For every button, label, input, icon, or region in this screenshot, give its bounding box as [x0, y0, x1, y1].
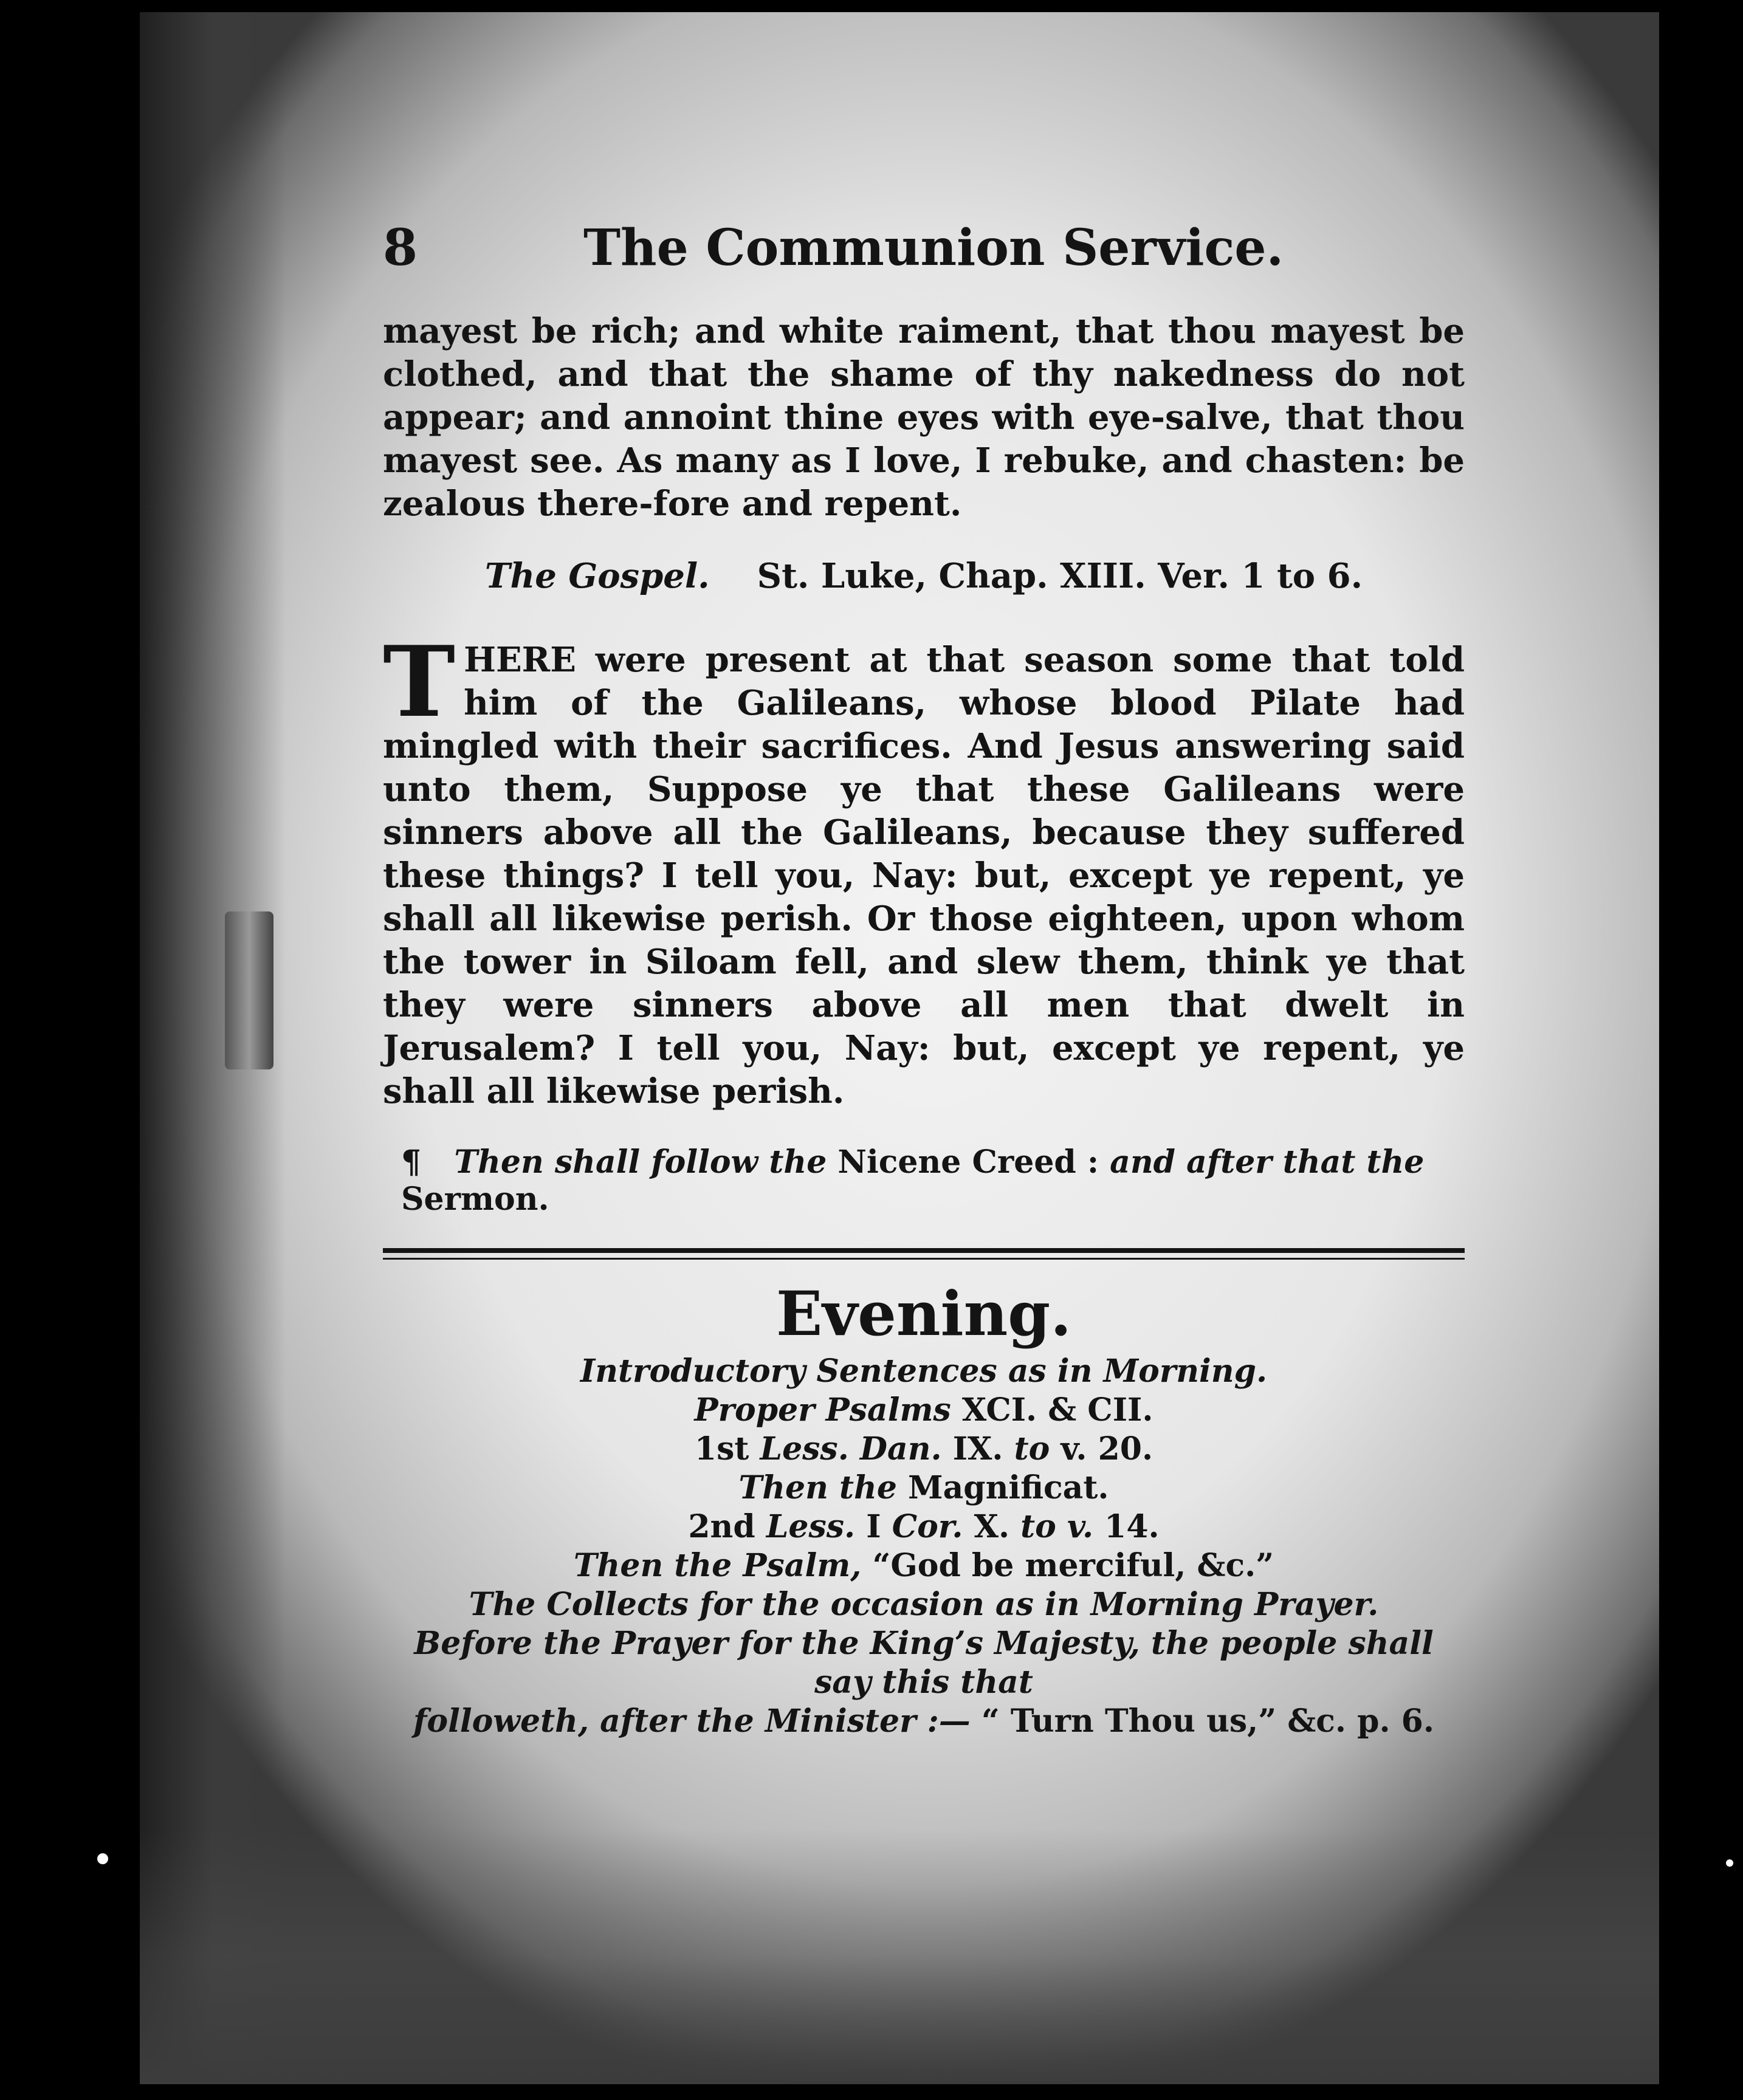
scan-speck: [1726, 1859, 1733, 1867]
rubric-part: and after that the: [1110, 1144, 1425, 1181]
evening-line: [383, 1585, 1465, 1624]
evening-line-text: “ Turn Thou us,” &c. p. 6.: [981, 1703, 1434, 1740]
evening-line-text: Then the Psalm,: [573, 1547, 862, 1584]
evening-line-text: followeth, after the Minister :—: [413, 1703, 971, 1740]
gospel-text-block: [383, 625, 1465, 1113]
evening-line-text: Cor.: [892, 1508, 963, 1545]
evening-line-text: Magnificat.: [908, 1469, 1109, 1506]
evening-line-text: Then the: [738, 1469, 897, 1506]
evening-line-text: Less. Dan.: [760, 1430, 942, 1467]
section-divider: [383, 1248, 1465, 1260]
header-title: The Communion Service.: [583, 219, 1284, 277]
evening-line-text: “God be merciful, &c.”: [872, 1547, 1274, 1584]
drop-cap: T: [383, 625, 456, 739]
evening-line: [383, 1352, 1465, 1391]
gospel-text: HERE were present at that season some that told him of the Galileans, whose blood Pilate had mingled with their sacrifices. And Jesus answering said unto them, Suppose ye that these Galileans were sinners above all the Galileans, because they suffered these things? I tell you, Nay: but, except ye repent, ye shall all likewise perish. Or those eighteen, upon whom the tower in Siloam fell, and slew them, think ye that they were sinners above all men that dwelt in Jerusalem? I tell you, Nay: but, except ye repent, ye shall all likewise perish.: [383, 640, 1465, 1111]
evening-line-text: 14.: [1104, 1508, 1160, 1545]
evening-line: [383, 1391, 1465, 1430]
evening-line: [383, 1508, 1465, 1546]
evening-line: [383, 1546, 1465, 1585]
gospel-heading: [383, 556, 1465, 596]
running-head: [383, 219, 1465, 298]
evening-line-text: Less.: [766, 1508, 856, 1545]
evening-line-text: Introductory Sentences as in Morning.: [580, 1353, 1268, 1390]
evening-line-text: 2nd: [688, 1508, 755, 1545]
page-content: [383, 219, 1465, 1741]
rubric-part: Then shall follow the: [454, 1144, 827, 1181]
evening-line-text: to v.: [1020, 1508, 1094, 1545]
binding-tab: [225, 911, 273, 1069]
evening-line-text: I: [866, 1508, 881, 1545]
evening-line-text: 1st: [694, 1430, 749, 1467]
evening-line-text: Before the Prayer for the King’s Majesty, the people shall say this that: [414, 1625, 1434, 1701]
evening-line-text: IX.: [952, 1430, 1003, 1467]
evening-title: Evening.: [775, 1278, 1072, 1350]
scan-speck: [97, 1853, 108, 1864]
evening-line-text: v. 20.: [1061, 1430, 1153, 1467]
rubric-part: Sermon.: [401, 1181, 549, 1218]
evening-line-text: XCI. & CII.: [961, 1391, 1153, 1429]
gospel-heading-label: The Gospel.: [484, 556, 710, 596]
evening-line-text: The Collects for the occasion as in Morning Prayer.: [469, 1586, 1379, 1623]
page-number: 8: [383, 219, 418, 277]
rubric-part: Nicene Creed :: [837, 1144, 1099, 1181]
evening-line-text: to: [1014, 1430, 1050, 1467]
epistle-text: mayest be rich; and white raiment, that thou mayest be clothed, and that the shame of thy nakedness do not appear; and annoint thine eyes with eye-salve, that thou mayest see. As many as I love, I rebuke, and chasten: be zealous there-fore and repent.: [383, 311, 1465, 524]
evening-line: [383, 1469, 1465, 1508]
gospel-heading-reference: St. Luke, Chap. XIII. Ver. 1 to 6.: [757, 556, 1363, 596]
pilcrow-mark: ¶: [401, 1144, 422, 1181]
rubric: [383, 1144, 1465, 1218]
evening-line-text: Proper Psalms: [694, 1391, 951, 1429]
page-bottom-shadow: [140, 1829, 1659, 2084]
evening-line-text: X.: [974, 1508, 1010, 1545]
evening-line: [383, 1624, 1465, 1702]
evening-line: [383, 1430, 1465, 1469]
evening-line: [383, 1702, 1465, 1741]
evening-instructions: [383, 1352, 1465, 1741]
